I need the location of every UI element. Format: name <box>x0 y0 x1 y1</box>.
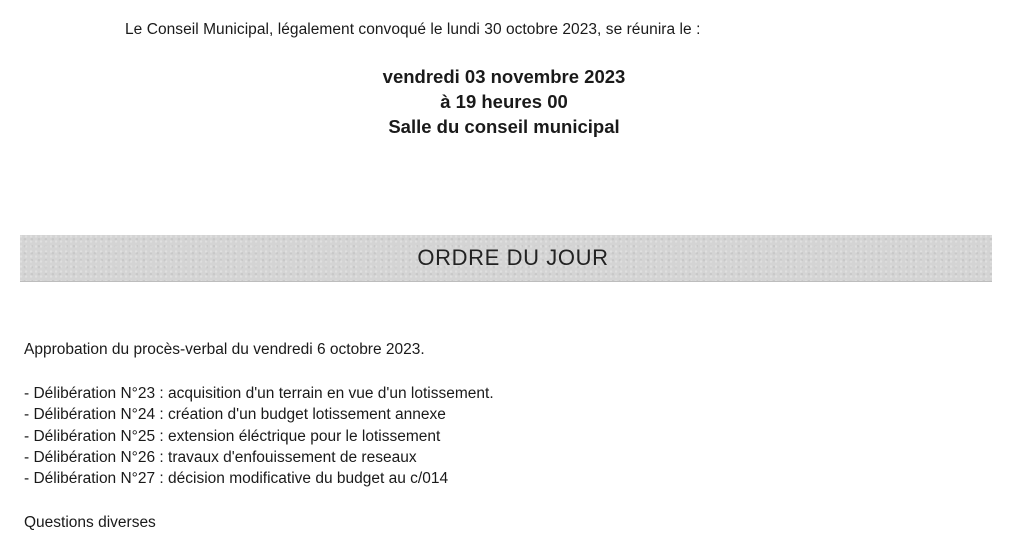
convocation-intro: Le Conseil Municipal, légalement convoqué le lundi 30 octobre 2023, se réunira le : <box>125 21 701 38</box>
meeting-date: vendredi 03 novembre 2023 <box>382 66 626 87</box>
meeting-time: à 19 heures 00 <box>440 91 568 112</box>
agenda-title: ORDRE DU JOUR <box>417 245 609 270</box>
other-questions: Questions diverses <box>24 514 156 531</box>
deliberation-item-24: - Délibération N°24 : création d'un budget lotissement annexe <box>24 406 446 424</box>
deliberation-item-25: - Délibération N°25 : extension éléctrique pour le lotissement <box>24 427 441 445</box>
minutes-approval: Approbation du procès-verbal du vendredi 6 octobre 2023. <box>24 341 425 358</box>
deliberation-item-26: - Délibération N°26 : travaux d'enfouissement de reseaux <box>24 448 417 466</box>
deliberation-item-27: - Délibération N°27 : décision modificative du budget au c/014 <box>24 470 449 488</box>
deliberation-list <box>24 383 494 489</box>
meeting-details <box>0 64 1008 139</box>
agenda-banner <box>20 235 992 282</box>
meeting-place: Salle du conseil municipal <box>388 116 620 137</box>
deliberation-item-23: - Délibération N°23 : acquisition d'un terrain en vue d'un lotissement. <box>24 385 494 402</box>
